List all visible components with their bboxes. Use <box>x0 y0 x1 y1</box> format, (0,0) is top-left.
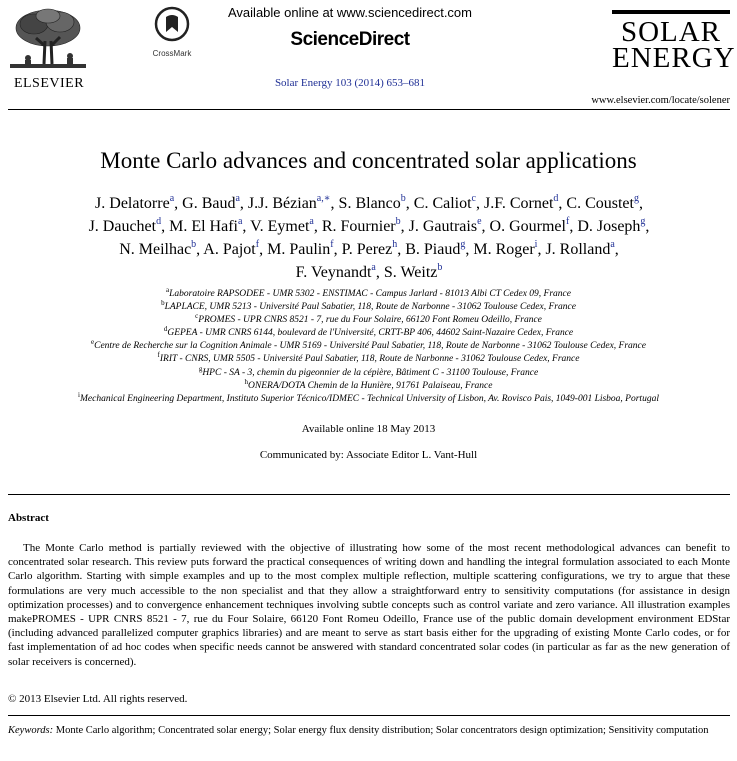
author-affiliation-marker[interactable]: b <box>437 262 443 273</box>
affiliation-item <box>0 364 737 380</box>
affiliation-text: Mechanical Engineering Department, Instituto Superior Técnico/IDMEC - Technical University of Lisbon, Av. Rovisco Pais, 1049-001 Lisboa, Portugal <box>79 393 659 404</box>
keywords-divider <box>8 715 730 716</box>
author-affiliation-marker[interactable]: a <box>169 193 175 204</box>
affiliation-key: d <box>163 325 168 334</box>
author-affiliation-marker[interactable]: e <box>477 216 482 227</box>
affiliation-key: i <box>78 390 80 399</box>
author-name[interactable]: O. Gourmel <box>489 218 566 235</box>
affiliation-key: a <box>166 286 170 294</box>
author-name[interactable]: A. Pajot <box>203 241 256 258</box>
journal-citation-link[interactable]: Solar Energy 103 (2014) 653–681 <box>274 77 426 89</box>
publisher-name: ELSEVIER <box>13 76 85 91</box>
author-name[interactable]: M. El Hafi <box>169 218 238 235</box>
author-affiliation-marker[interactable]: b <box>395 216 401 227</box>
author-name[interactable]: J. Dauchet <box>88 218 157 235</box>
author-affiliation-marker[interactable]: a <box>237 216 243 227</box>
journal-logo-line2: ENERGY <box>612 42 736 74</box>
author-affiliation-marker[interactable]: b <box>191 239 197 250</box>
author-name[interactable]: J. Rolland <box>545 241 611 258</box>
author-affiliation-marker[interactable]: f <box>330 239 334 250</box>
affiliation-item <box>0 377 737 393</box>
affiliation-item <box>0 353 737 366</box>
crossmark-icon <box>154 6 190 42</box>
author-name[interactable]: D. Joseph <box>577 218 641 235</box>
author-name[interactable]: G. Baud <box>182 195 236 212</box>
communicated-by: Communicated by: Associate Editor L. Vant-Hull <box>259 449 478 461</box>
keywords-text: Monte Carlo algorithm; Concentrated solar energy; Solar energy flux density distribution; Solar concentrators design optimization; Sensitivity computation <box>55 725 709 736</box>
author-affiliation-marker[interactable]: a,∗ <box>316 193 331 204</box>
affiliation-key: c <box>195 312 199 321</box>
affiliation-item <box>0 327 737 340</box>
affiliation-item <box>0 314 737 327</box>
abstract-body: The Monte Carlo method is partially reviewed with the objective of illustrating how some of the most recent methodological advances can benefit to concentrated solar research. This review puts forward the practical consequences of writing down and handling the integral formulation associated to each Monte Carlo algorithm. Starting with simple examples and up to the most complex multiple reflection, multiple scattering configurations, we try to argue that these formulations are very much accessible to the non specialist and that they allow a straightforward entry to sensitivity computations (for assistance in design optimization processes) and to convergence enhancement techniques involving subtle concepts such as control variate and zero variance. All illustration examples makePROMES - UPR CNRS 8521 - 7, rue du Four Solaire, 66120 Font Romeu Odeillo, France use of the public domain development environment EDStar (including advanced parallelized computer graphics libraries) and are meant to serve as start basis either for the upgrading of existing Monte Carlo codes, or for fast implementation of ad hoc codes when specific needs cannot be answered with standard concentrated solar codes (in particular as far as the new generation of solar receivers is concerned). <box>8 542 730 668</box>
affiliation-item <box>0 340 737 353</box>
author-affiliation-marker[interactable]: c <box>471 193 476 204</box>
affiliation-key: e <box>91 338 95 347</box>
journal-logo-line1: SOLAR <box>620 16 722 48</box>
author-affiliation-marker[interactable]: g <box>460 239 466 250</box>
author-name[interactable]: P. Perez <box>341 241 393 258</box>
author-name[interactable]: J.J. Bézian <box>247 195 317 212</box>
keywords-label: Keywords: <box>8 725 54 736</box>
author-name[interactable]: R. Fournier <box>321 218 396 235</box>
keywords-section <box>8 724 730 737</box>
affiliation-item <box>0 390 737 406</box>
affiliation-text: PROMES - UPR CNRS 8521 - 7, rue du Four Solaire, 66120 Font Romeu Odeillo, France <box>198 315 542 326</box>
author-name[interactable]: V. Eymet <box>250 218 310 235</box>
author-affiliation-marker[interactable]: g <box>640 216 646 227</box>
author-affiliation-marker[interactable]: g <box>633 193 639 204</box>
affiliation-item <box>0 301 737 314</box>
crossmark-badge[interactable] <box>150 6 194 56</box>
affiliation-key: h <box>244 377 249 386</box>
author-affiliation-marker[interactable]: a <box>235 193 240 204</box>
author-list: J. Delatorre$^a$, G. Baud$^a$, J.J. Bézian$^{a,∗}$, S. Blanco$^b$, C. Caliot$^c$, J.F. Cornet$^d$, C. Coustet$^g$, J. Dauchet$^d$, M. El Hafi$^a$, V. Eymet$^a$, R. Fournier$^b$, J. Gautrais$^e$, O. Gourmel$^f$, D. Joseph$^g$, N. Meilhac$^b$, A. Pajot$^f$, M. Paulin$^f$, P. Perez$^h$, B. Piaud$^g$, M. Roger$^i$, J. Rolland$^a$, F. Veynandt$^a$, S. Weitz$^b$ <box>88 193 650 281</box>
available-online-banner[interactable]: Available online at www.sciencedirect.com <box>228 5 472 20</box>
author-name[interactable]: N. Meilhac <box>119 241 192 258</box>
affiliation-text: GEPEA - UMR CNRS 6144, boulevard de l'Université, CRTT-BP 406, 44602 Saint-Nazaire Cedex, France <box>167 328 574 339</box>
affiliation-text: HPC - SA - 3, chemin du pigeonnier de la cépière, Bâtiment C - 31100 Toulouse, France <box>202 367 539 378</box>
author-name[interactable]: C. Coustet <box>566 195 634 212</box>
author-name[interactable]: M. Roger <box>473 241 535 258</box>
author-affiliation-marker[interactable]: d <box>156 216 162 227</box>
journal-logo <box>612 10 736 78</box>
author-affiliation-marker[interactable]: a <box>309 216 314 227</box>
author-name[interactable]: C. Caliot <box>413 195 472 212</box>
affiliation-key: g <box>198 364 203 373</box>
abstract-divider <box>8 494 730 495</box>
sciencedirect-logo[interactable]: ScienceDirect <box>290 29 410 50</box>
author-name[interactable]: J. Delatorre <box>95 195 170 212</box>
journal-url-link[interactable]: www.elsevier.com/locate/solener <box>591 95 730 106</box>
author-affiliation-marker[interactable]: b <box>400 193 406 204</box>
author-affiliation-marker[interactable]: a <box>610 239 615 250</box>
affiliation-item <box>0 288 737 301</box>
affiliation-text: LAPLACE, UMR 5213 - Université Paul Sabatier, 118, Route de Narbonne - 31062 Toulouse Cedex, France <box>164 302 576 313</box>
affiliation-text: IRIT - CNRS, UMR 5505 - Université Paul Sabatier, 118, Route de Narbonne - 31062 Toulouse Cedex, France <box>159 354 580 365</box>
affiliation-text: Laboratoire RAPSODEE - UMR 5302 - ENSTIMAC - Campus Jarlard - 81013 Albi CT Cedex 09, France <box>169 289 571 299</box>
author-affiliation-marker[interactable]: d <box>553 193 559 204</box>
affiliation-key: f <box>157 351 160 360</box>
author-affiliation-marker[interactable]: h <box>392 239 398 250</box>
author-name[interactable]: B. Piaud <box>405 241 461 258</box>
article-title: Monte Carlo advances and concentrated solar applications <box>100 148 637 173</box>
author-affiliation-marker[interactable]: f <box>255 239 260 250</box>
crossmark-label: CrossMark <box>152 49 192 58</box>
author-name[interactable]: J.F. Cornet <box>484 195 554 212</box>
affiliation-list <box>0 288 737 406</box>
author-name[interactable]: F. Veynandt <box>295 264 372 281</box>
affiliation-text: Centre de Recherche sur la Cognition Animale - UMR 5169 - Université Paul Sabatier, 118, Route de Narbonne - 31062 Toulouse Cedex, France <box>94 341 646 352</box>
author-name[interactable]: S. Weitz <box>383 264 438 281</box>
author-affiliation-marker[interactable]: a <box>371 262 376 273</box>
available-online-date: Available online 18 May 2013 <box>301 423 436 435</box>
author-name[interactable]: J. Gautrais <box>408 218 478 235</box>
header-divider <box>8 109 730 110</box>
copyright-notice: © 2013 Elsevier Ltd. All rights reserved. <box>8 693 188 705</box>
author-name[interactable]: M. Paulin <box>267 241 331 258</box>
abstract-heading: Abstract <box>8 512 49 524</box>
affiliation-text: ONERA/DOTA Chemin de la Hunière, 91761 Palaiseau, France <box>248 380 493 391</box>
author-affiliation-marker[interactable]: f <box>565 216 570 227</box>
author-name[interactable]: S. Blanco <box>338 195 401 212</box>
affiliation-key: b <box>161 299 165 308</box>
author-affiliation-marker[interactable]: i <box>534 239 538 250</box>
